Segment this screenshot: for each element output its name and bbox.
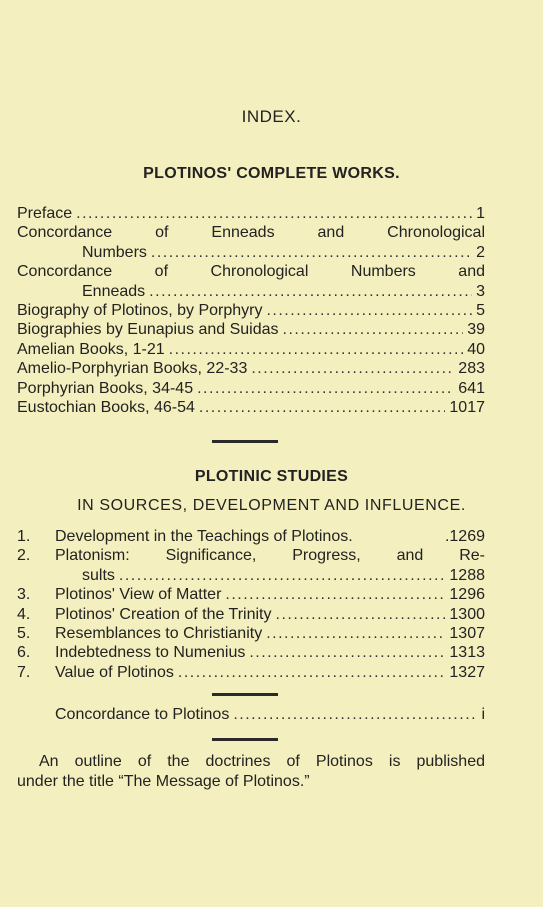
toc-entry bbox=[17, 605, 485, 624]
entry-label: Biographies by Eunapius and Suidas bbox=[17, 321, 279, 339]
entry-label: Resemblances to Christianity bbox=[55, 625, 263, 643]
section-divider bbox=[212, 738, 278, 741]
entry-label: Indebtedness to Numenius bbox=[55, 644, 246, 662]
plotinic-studies-list bbox=[17, 527, 485, 682]
entry-page: 39 bbox=[467, 321, 485, 339]
entry-number: 1. bbox=[17, 528, 31, 545]
toc-entry bbox=[17, 398, 485, 417]
entry-page: i bbox=[481, 706, 485, 723]
plotinic-studies-subheading: IN SOURCES, DEVELOPMENT AND INFLUENCE. bbox=[77, 497, 466, 514]
entry-label: Amelio-Porphyrian Books, 22-33 bbox=[17, 360, 248, 378]
entry-page: 40 bbox=[467, 340, 485, 358]
entry-label: Eustochian Books, 46-54 bbox=[17, 399, 195, 417]
section-divider bbox=[212, 440, 278, 443]
entry-label: Concordance of Enneads and Chronological bbox=[17, 224, 485, 242]
entry-label: Value of Plotinos bbox=[55, 663, 174, 681]
toc-entry bbox=[17, 243, 485, 262]
outline-note-line: An outline of the doctrines of Plotinos is published bbox=[39, 753, 485, 770]
toc-entry bbox=[17, 643, 485, 662]
entry-page: .1269 bbox=[444, 528, 485, 545]
entry-label: Enneads bbox=[82, 282, 146, 300]
entry-number: 6. bbox=[17, 644, 31, 662]
index-heading: INDEX. bbox=[241, 107, 302, 126]
entry-page: 283 bbox=[458, 360, 485, 378]
concordance-entry bbox=[55, 706, 485, 724]
toc-entry bbox=[17, 340, 485, 359]
plotinic-studies-heading: PLOTINIC STUDIES bbox=[194, 468, 349, 485]
entry-page: 1 bbox=[476, 205, 485, 222]
toc-entry bbox=[17, 585, 485, 604]
entry-label: Concordance of Chronological Numbers and bbox=[17, 263, 485, 281]
entry-label: Numbers bbox=[82, 243, 147, 261]
complete-works-list bbox=[17, 204, 485, 417]
toc-entry bbox=[17, 301, 485, 320]
entry-label: Plotinos' View of Matter bbox=[55, 586, 222, 604]
toc-entry bbox=[17, 320, 485, 339]
entry-number: 5. bbox=[17, 625, 31, 643]
entry-label: Platonism: Significance, Progress, and Re- bbox=[55, 547, 485, 565]
entry-page: 1327 bbox=[449, 663, 485, 681]
entry-label: Development in the Teachings of Plotinos. bbox=[55, 528, 353, 545]
entry-label: Preface bbox=[17, 205, 73, 222]
entry-label: sults bbox=[82, 566, 115, 584]
outline-note bbox=[17, 752, 485, 791]
entry-number: 3. bbox=[17, 586, 31, 604]
entry-label: Plotinos' Creation of the Trinity bbox=[55, 605, 272, 623]
entry-number: 7. bbox=[17, 663, 31, 681]
entry-label: Biography of Plotinos, by Porphyry bbox=[17, 302, 263, 320]
toc-entry bbox=[17, 546, 485, 565]
entry-page: 5 bbox=[476, 302, 485, 320]
complete-works-heading: PLOTINOS' COMPLETE WORKS. bbox=[143, 165, 400, 182]
entry-page: 1300 bbox=[449, 605, 485, 623]
entry-number: 4. bbox=[17, 605, 31, 623]
toc-entry bbox=[17, 379, 485, 398]
toc-entry bbox=[17, 527, 485, 546]
outline-note-line: under the title “The Message of Plotinos.” bbox=[17, 772, 310, 790]
entry-page: 641 bbox=[458, 379, 485, 397]
toc-entry-continued bbox=[17, 566, 485, 585]
entry-page: 1296 bbox=[449, 586, 485, 604]
entry-page: 1017 bbox=[449, 399, 485, 417]
entry-page: 1288 bbox=[449, 566, 485, 584]
toc-entry bbox=[17, 282, 485, 301]
entry-page: 3 bbox=[476, 282, 485, 300]
entry-page: 1307 bbox=[449, 625, 485, 643]
entry-label: Amelian Books, 1-21 bbox=[17, 340, 165, 358]
toc-entry bbox=[17, 204, 485, 223]
entry-label: Porphyrian Books, 34-45 bbox=[17, 379, 194, 397]
entry-page: 1313 bbox=[449, 644, 485, 662]
section-divider bbox=[212, 693, 278, 696]
toc-entry bbox=[17, 359, 485, 378]
entry-page: 2 bbox=[476, 243, 485, 261]
toc-entry bbox=[17, 663, 485, 682]
toc-entry bbox=[17, 624, 485, 643]
entry-number: 2. bbox=[17, 547, 31, 565]
entry-label: Concordance to Plotinos bbox=[55, 706, 230, 723]
